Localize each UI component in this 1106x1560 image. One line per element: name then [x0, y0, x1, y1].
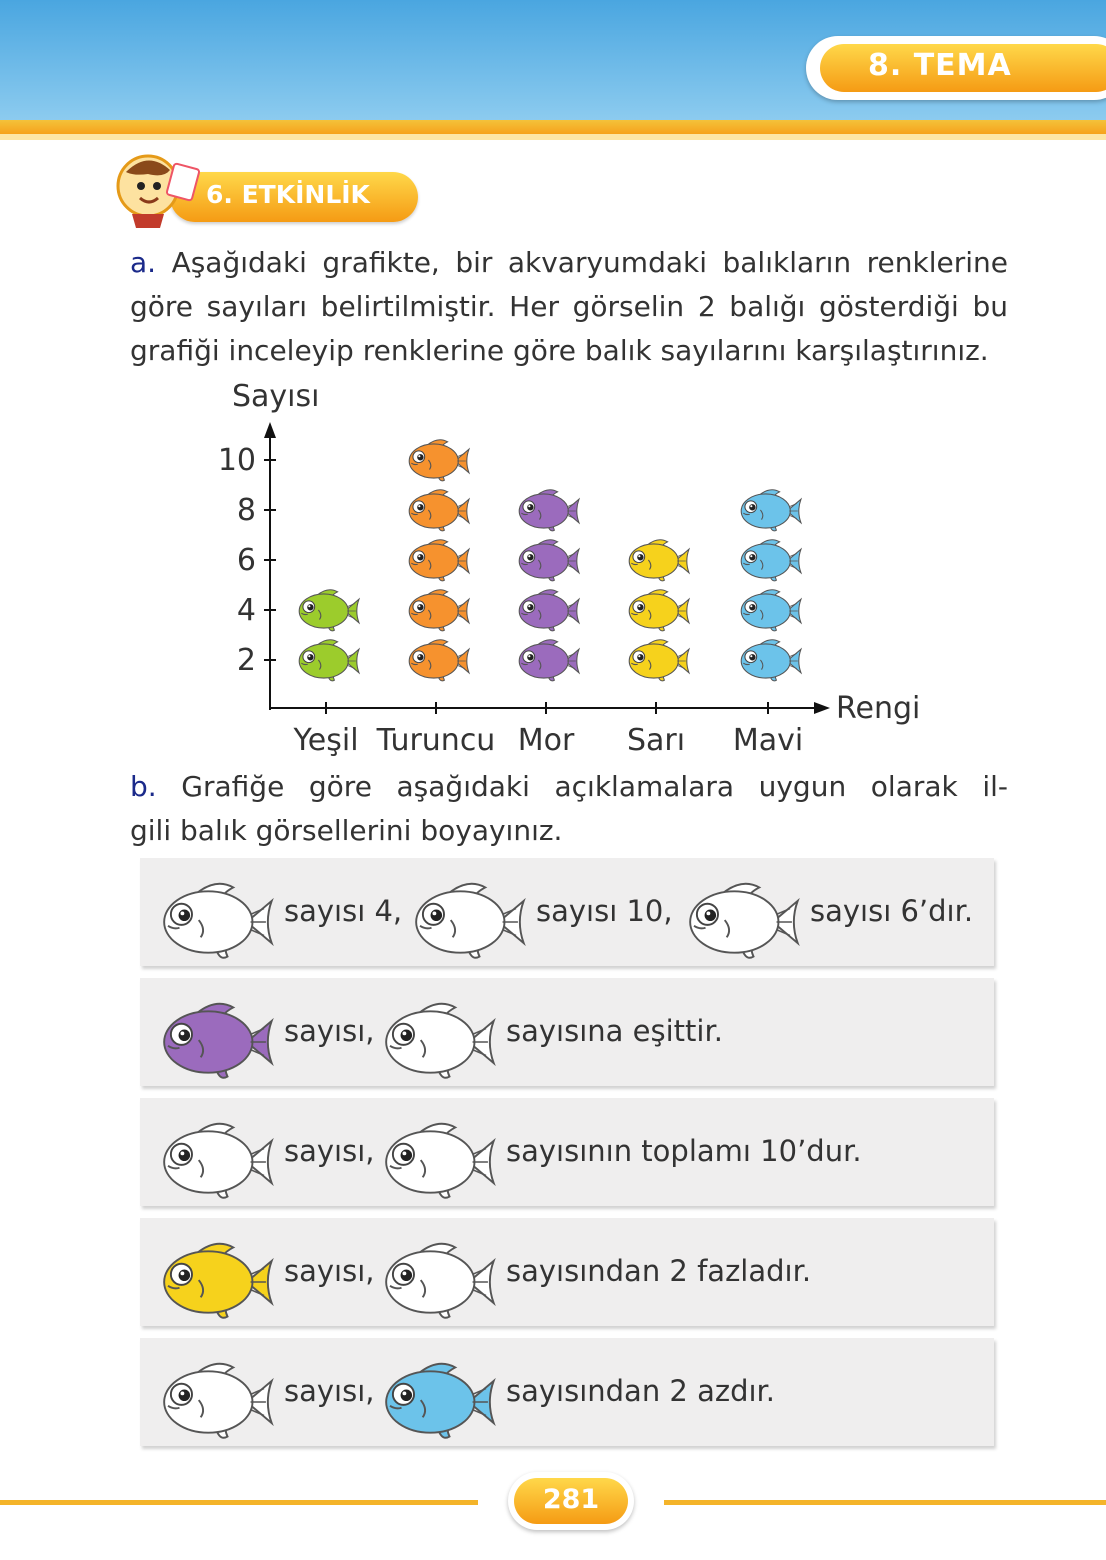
x-tick-label: Yeşil	[293, 723, 359, 758]
fish-icon[interactable]	[380, 1114, 496, 1210]
part-b-text-1: Grafiğe göre aşağıdaki açıklamalara uygun olarak il-	[181, 770, 1009, 803]
statement-row-1	[140, 858, 994, 966]
part-b-line-1	[130, 764, 1008, 810]
fish-mark-mavi	[741, 490, 801, 531]
part-a-line-1	[130, 240, 1008, 286]
x-axis-label: Rengi	[836, 691, 921, 726]
fish-icon[interactable]	[380, 1234, 496, 1330]
y-tick-label: 2	[236, 643, 256, 678]
statement-text: sayısı 10,	[536, 894, 673, 928]
x-tick-label: Turuncu	[376, 723, 496, 758]
statement-text: sayısından 2 azdır.	[506, 1374, 776, 1408]
fish-pictograph-chart	[0, 370, 1106, 770]
footer-line-right	[664, 1500, 1106, 1505]
x-axis-arrow	[814, 702, 830, 714]
fish-mark-turuncu	[409, 640, 469, 681]
page-number: 281	[542, 1484, 600, 1515]
fish-mark-mor	[519, 640, 579, 681]
y-axis-arrow	[264, 422, 276, 438]
x-tick-label: Sarı	[626, 723, 686, 758]
part-a-line-2: göre sayıları belirtilmiştir. Her görselin 2 balığı gösterdiği bu	[130, 290, 1008, 323]
footer-line-left	[0, 1500, 478, 1505]
fish-mark-mavi	[741, 640, 801, 681]
y-tick-label: 8	[236, 493, 256, 528]
fish-mark-turuncu	[409, 440, 469, 481]
fish-icon[interactable]	[158, 874, 274, 970]
part-b-label: b.	[130, 770, 157, 803]
fish-mark-turuncu	[409, 490, 469, 531]
fish-mark-sarı	[629, 640, 689, 681]
statement-text: sayısı 6’dır.	[810, 894, 974, 928]
fish-mark-yeşil	[299, 640, 359, 681]
fish-icon[interactable]	[158, 1234, 274, 1330]
statement-row-3	[140, 1098, 994, 1206]
statement-text: sayısı,	[284, 1134, 375, 1168]
x-tick-label: Mor	[517, 723, 575, 758]
part-a-text-1: Aşağıdaki grafikte, bir akvaryumdaki balıkların renklerine	[171, 246, 1009, 279]
statement-text: sayısı 4,	[284, 894, 403, 928]
activity-title: 6. ETKİNLİK	[206, 180, 370, 209]
y-axis-label: Sayısı	[232, 379, 320, 414]
statement-text: sayısı,	[284, 1014, 375, 1048]
part-b-line-2: gili balık görsellerini boyayınız.	[130, 814, 563, 847]
x-tick-label: Mavi	[732, 723, 804, 758]
fish-icon[interactable]	[158, 1114, 274, 1210]
y-tick-label: 6	[236, 543, 256, 578]
fish-mark-mor	[519, 540, 579, 581]
tema-title: 8. TEMA	[868, 48, 1012, 83]
fish-icon[interactable]	[380, 994, 496, 1090]
fish-icon[interactable]	[158, 994, 274, 1090]
y-tick-label: 10	[217, 443, 256, 478]
statement-text: sayısına eşittir.	[506, 1014, 723, 1048]
fish-icon[interactable]	[158, 1354, 274, 1450]
statement-text: sayısı,	[284, 1374, 375, 1408]
statement-text: sayısının toplamı 10’dur.	[506, 1134, 862, 1168]
fish-mark-yeşil	[299, 590, 359, 631]
fish-icon[interactable]	[380, 1354, 496, 1450]
fish-mark-sarı	[629, 540, 689, 581]
fish-mark-turuncu	[409, 540, 469, 581]
part-a-label: a.	[130, 246, 157, 279]
fish-mark-sarı	[629, 590, 689, 631]
fish-icon[interactable]	[684, 874, 800, 970]
statement-row-4	[140, 1218, 994, 1326]
statement-text: sayısından 2 fazladır.	[506, 1254, 812, 1288]
fish-mark-turuncu	[409, 590, 469, 631]
fish-mark-mavi	[741, 540, 801, 581]
header-stripe	[0, 120, 1106, 134]
mascot-icon	[108, 148, 208, 228]
fish-mark-mor	[519, 590, 579, 631]
part-a-line-3: grafiği inceleyip renklerine göre balık sayılarını karşılaştırınız.	[130, 334, 989, 367]
statement-row-2	[140, 978, 994, 1086]
header-stripe-light	[0, 134, 1106, 140]
statement-row-5	[140, 1338, 994, 1446]
y-tick-label: 4	[236, 593, 256, 628]
fish-mark-mor	[519, 490, 579, 531]
statement-text: sayısı,	[284, 1254, 375, 1288]
fish-icon[interactable]	[410, 874, 526, 970]
fish-mark-mavi	[741, 590, 801, 631]
